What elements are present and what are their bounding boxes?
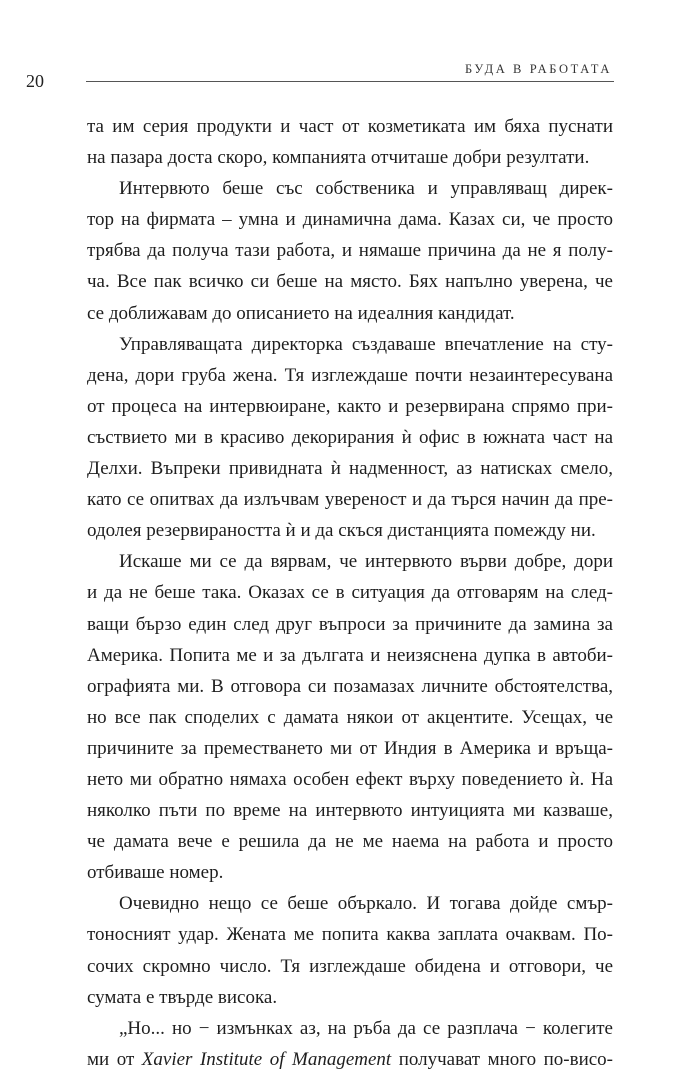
- text-line: и да не беше така. Оказах се в ситуация да отговарям на след-: [87, 582, 613, 604]
- body-text: [87, 111, 613, 1075]
- text-line: тоносният удар. Жената ме попита каква заплата очаквам. По-: [87, 924, 613, 946]
- text-line: ващи бързо един след друг въпроси за причините да замина за: [87, 613, 613, 635]
- text-line: Искаше ми се да вярвам, че интервюто върви добре, дори: [119, 551, 613, 573]
- text-line: като се опитвах да излъчвам увереност и да търся начин да пре-: [87, 489, 613, 511]
- text-line: сумата е твърде висока.: [87, 986, 278, 1008]
- final-line-before: ми от: [87, 1048, 142, 1070]
- text-line: нето ми обратно нямаха особен ефект върху поведението ѝ. На: [87, 768, 613, 790]
- text-line: причините за преместването ми от Индия в Америка и връща-: [87, 737, 613, 759]
- text-line: Делхи. Въпреки привидната ѝ надменност, аз натисках смело,: [87, 458, 613, 480]
- header-rule: [86, 81, 614, 82]
- running-title: БУДА В РАБОТАТА: [465, 62, 612, 76]
- text-line: от процеса на интервюиране, както и резервирана спрямо при-: [87, 395, 613, 417]
- text-line: отбиваше номер.: [87, 862, 224, 884]
- text-line: Очевидно нещо се беше объркало. И тогава дойде смър-: [119, 893, 613, 915]
- text-line: тор на фирмата – умна и динамична дама. Казах си, че просто: [87, 209, 613, 231]
- text-line: се доближавам до описанието на идеалния кандидат.: [87, 302, 515, 324]
- text-line: дена, дори груба жена. Тя изглеждаше почти незаинтересувана: [87, 364, 613, 386]
- text-line: „Но... но − измънках аз, на ръба да се разплача − колегите: [119, 1017, 613, 1039]
- text-line: съствието ми в красиво декорирания ѝ офис в южната част на: [87, 426, 613, 448]
- text-line: но все пак споделих с дамата някои от акцентите. Усещах, че: [87, 706, 613, 728]
- text-line: та им серия продукти и част от козметиката им бяха пуснати: [87, 116, 613, 137]
- text-line: Управляващата директорка създаваше впечатление на сту-: [119, 333, 613, 355]
- final-line-after: получават много по-висо-: [391, 1048, 613, 1070]
- text-line: Америка. Попита ме и за дългата и неизяснена дупка в автоби-: [87, 644, 613, 666]
- text-line: сочих скромно число. Тя изглеждаше обидена и отговори, че: [87, 955, 613, 977]
- page-number: 20: [26, 71, 44, 91]
- text-line: на пазара доста скоро, компанията отчиташе добри резултати.: [87, 147, 590, 169]
- text-line-final: [87, 1044, 613, 1075]
- institution-name: Xavier Institute of Management: [141, 1048, 392, 1070]
- text-line: че дамата вече е решила да не ме наема на работа и просто: [87, 831, 613, 853]
- text-line: ча. Все пак всичко си беше на място. Бях напълно уверена, че: [87, 271, 613, 293]
- text-line: трябва да получа тази работа, и нямаше причина да не я полу-: [87, 240, 613, 262]
- text-line: няколко пъти по време на интервюто интуицията ми казваше,: [87, 800, 613, 822]
- text-line: ографията ми. В отговора си позамазах личните обстоятелства,: [87, 675, 613, 697]
- text-line: одолея резервираността ѝ и да скъся дистанцията помежду ни.: [87, 520, 596, 542]
- text-line: Интервюто беше със собственика и управляващ дирек-: [119, 178, 613, 200]
